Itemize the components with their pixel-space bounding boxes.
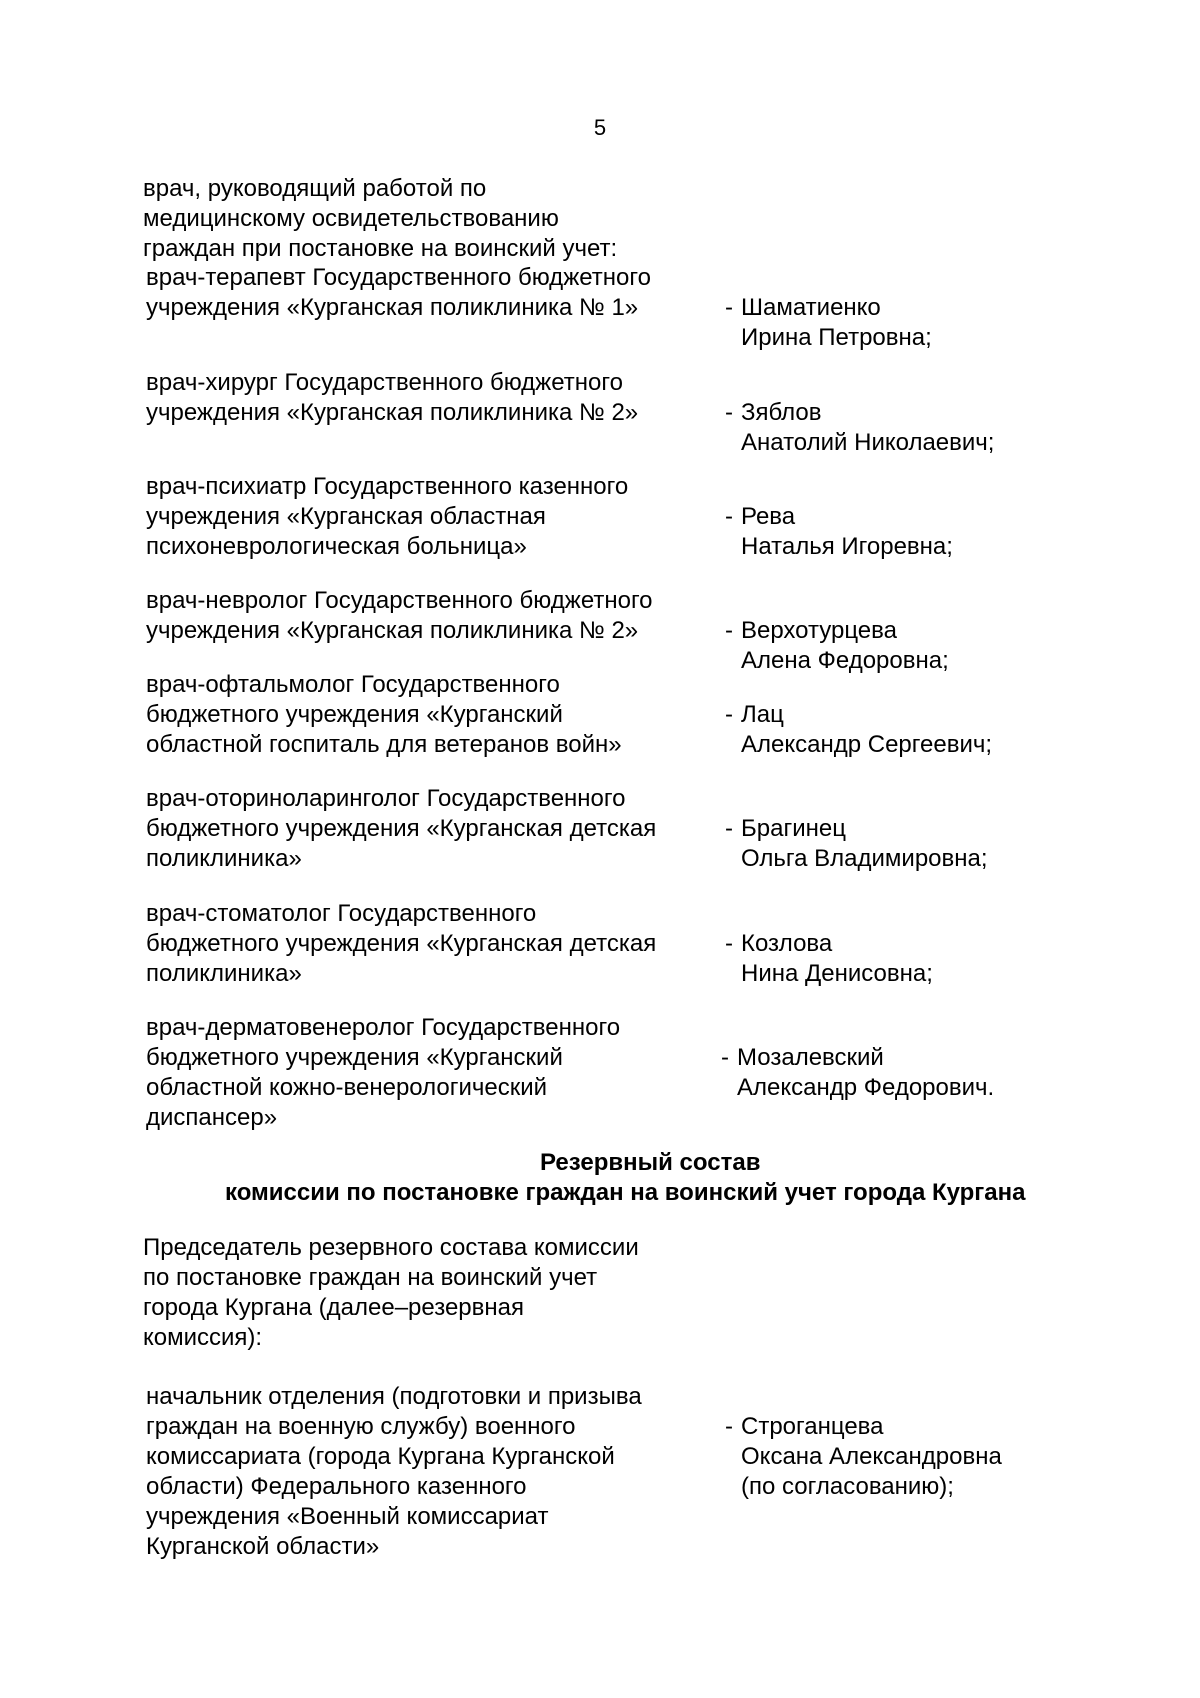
reserve-chair-dash: - [725, 1413, 733, 1440]
member-name: Брагинец Ольга Владимировна; [741, 815, 988, 872]
member-dash: - [725, 701, 733, 728]
member-person [725, 586, 1165, 676]
member-dash: - [721, 1044, 729, 1071]
member-dash: - [725, 399, 733, 426]
member-role: врач-стоматолог Государственного бюджетного учреждения «Курганская детская поликлиника» [146, 900, 657, 987]
member-role: врач-офтальмолог Государственного бюджетного учреждения «Курганский областной госпиталь для ветеранов войн» [146, 671, 622, 758]
member-person [725, 670, 1165, 760]
member-person [721, 1013, 1161, 1103]
member-role: врач-дерматовенеролог Государственного бюджетного учреждения «Курганский областной кожно-венерологический диспансер» [146, 1014, 621, 1131]
member-role: врач-оториноларинголог Государственного бюджетного учреждения «Курганская детская поликлиника» [146, 785, 657, 872]
member-name: Рева Наталья Игоревна; [741, 503, 953, 560]
member-person [725, 472, 1165, 562]
member-dash: - [725, 930, 733, 957]
member-dash: - [725, 294, 733, 321]
member-name: Лац Александр Сергеевич; [741, 701, 993, 758]
reserve-chair-name: Строганцева Оксана Александровна (по согласованию); [741, 1413, 1002, 1500]
member-role: врач-психиатр Государственного казенного учреждения «Курганская областная психоневрологическая больница» [146, 473, 629, 560]
member-person [725, 784, 1165, 874]
reserve-chair-person [725, 1382, 1165, 1502]
member-name: Шаматиенко Ирина Петровна; [741, 294, 932, 351]
member-name: Козлова Нина Денисовна; [741, 930, 933, 987]
reserve-chair-intro: Председатель резервного состава комиссии по постановке граждан на воинский учет города Кургана (далее–резервная комиссия): [143, 1234, 639, 1351]
member-name: Верхотурцева Алена Федоровна; [741, 617, 949, 674]
member-role: врач-невролог Государственного бюджетного учреждения «Курганская поликлиника № 2» [146, 587, 653, 644]
reserve-chair-role: начальник отделения (подготовки и призыва граждан на военную службу) военного комиссариата (города Кургана Курганской области) Федерального казенного учреждения «Военный комиссариат Курганской области» [146, 1383, 642, 1560]
member-name: Зяблов Анатолий Николаевич; [741, 399, 995, 456]
member-dash: - [725, 815, 733, 842]
member-role: врач-терапевт Государственного бюджетного учреждения «Курганская поликлиника № 1» [146, 264, 651, 321]
reserve-title-line1: Резервный состав [540, 1149, 761, 1176]
commission-member-intro: врач, руководящий работой по медицинскому освидетельствованию граждан при постановке на воинский учет: [143, 175, 618, 262]
member-name: Мозалевский Александр Федорович. [737, 1044, 995, 1101]
member-dash: - [725, 503, 733, 530]
member-role: врач-хирург Государственного бюджетного учреждения «Курганская поликлиника № 2» [146, 369, 639, 426]
reserve-title-line2: комиссии по постановке граждан на воинский учет города Кургана [225, 1179, 1026, 1206]
member-person [725, 899, 1165, 989]
member-person [725, 263, 1165, 353]
page-number: 5 [593, 115, 607, 140]
member-person [725, 368, 1165, 458]
member-dash: - [725, 617, 733, 644]
